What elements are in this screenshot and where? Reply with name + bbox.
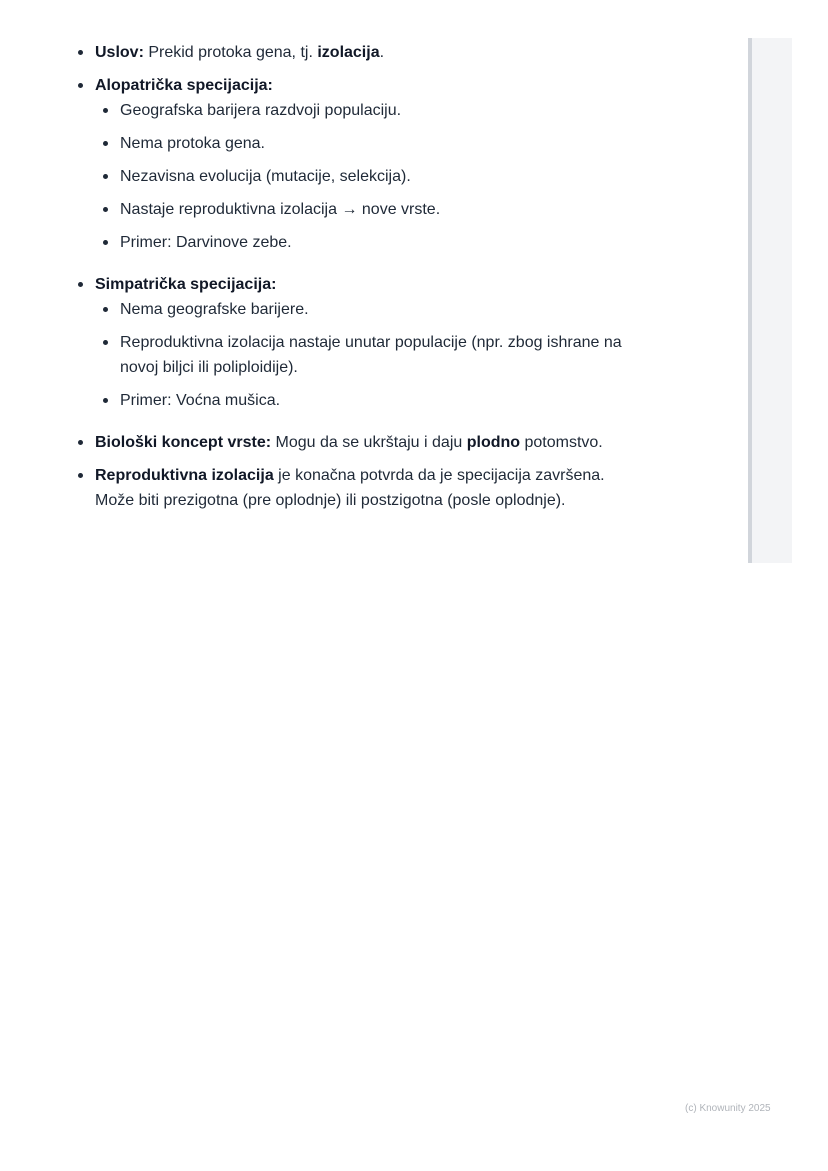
bullet-icon bbox=[78, 83, 83, 88]
item-bold-text: izolacija bbox=[317, 44, 380, 61]
list-item-simpatricka bbox=[78, 272, 638, 413]
item-label: Uslov: bbox=[95, 44, 144, 61]
bullet-icon bbox=[103, 207, 108, 212]
side-panel bbox=[748, 38, 792, 563]
sub-list-item bbox=[78, 388, 638, 413]
list-item-alopatricka bbox=[78, 73, 638, 255]
sub-list bbox=[95, 297, 638, 413]
bullet-icon bbox=[103, 340, 108, 345]
item-label: Biološki koncept vrste: bbox=[95, 434, 272, 451]
sub-item-text: Nema protoka gena. bbox=[120, 135, 265, 152]
sub-item-text: Primer: Darvinove zebe. bbox=[120, 234, 292, 251]
bullet-icon bbox=[78, 473, 83, 478]
item-label: Reproduktivna izolacija bbox=[95, 467, 274, 484]
sub-list-item bbox=[78, 297, 638, 322]
item-label: Simpatrička specijacija: bbox=[95, 276, 277, 293]
item-text: Mogu da se ukrštaju i daju bbox=[271, 434, 467, 451]
sub-item-text: Nezavisna evolucija (mutacije, selekcija). bbox=[120, 168, 411, 185]
main-list bbox=[78, 40, 638, 513]
bullet-icon bbox=[103, 240, 108, 245]
bullet-icon bbox=[78, 50, 83, 55]
notes-content bbox=[78, 40, 638, 521]
item-text: je konačna potvrda da je specijacija završena. Može biti prezigotna (pre oplodnje) ili postzigotna (posle oplodnje). bbox=[95, 467, 605, 509]
bullet-icon bbox=[103, 398, 108, 403]
bullet-icon bbox=[103, 108, 108, 113]
bullet-icon bbox=[103, 141, 108, 146]
sub-list-item bbox=[78, 131, 638, 156]
sub-item-text: Primer: Voćna mušica. bbox=[120, 392, 281, 409]
bullet-icon bbox=[78, 440, 83, 445]
list-item-bioloski bbox=[78, 430, 638, 455]
sub-list-item bbox=[78, 197, 638, 222]
list-item-reproduktivna bbox=[78, 463, 615, 513]
sub-item-text: Reproduktivna izolacija nastaje unutar populacije (npr. zbog ishrane na novoj biljci ili poliploidije). bbox=[120, 334, 622, 376]
copyright-footer: (c) Knowunity 2025 bbox=[685, 1103, 771, 1114]
item-label: Alopatrička specijacija: bbox=[95, 77, 273, 94]
bullet-icon bbox=[103, 174, 108, 179]
list-item-uslov bbox=[78, 40, 638, 65]
sub-list-item bbox=[78, 164, 638, 189]
bullet-icon bbox=[78, 282, 83, 287]
item-text: Prekid protoka gena, tj. bbox=[143, 44, 318, 61]
item-text: potomstvo. bbox=[520, 434, 603, 451]
sub-item-text: Nema geografske barijere. bbox=[120, 301, 309, 318]
item-bold-text: plodno bbox=[466, 434, 521, 451]
sub-list-item bbox=[78, 98, 638, 123]
sub-list-item bbox=[78, 330, 638, 380]
bullet-icon bbox=[103, 307, 108, 312]
sub-list-item bbox=[78, 230, 638, 255]
sub-item-text: Geografska barijera razdvoji populaciju. bbox=[120, 102, 402, 119]
sub-item-text: Nastaje reproduktivna izolacija → nove vrste. bbox=[120, 201, 441, 218]
item-text: . bbox=[379, 44, 385, 61]
sub-list bbox=[95, 98, 638, 255]
